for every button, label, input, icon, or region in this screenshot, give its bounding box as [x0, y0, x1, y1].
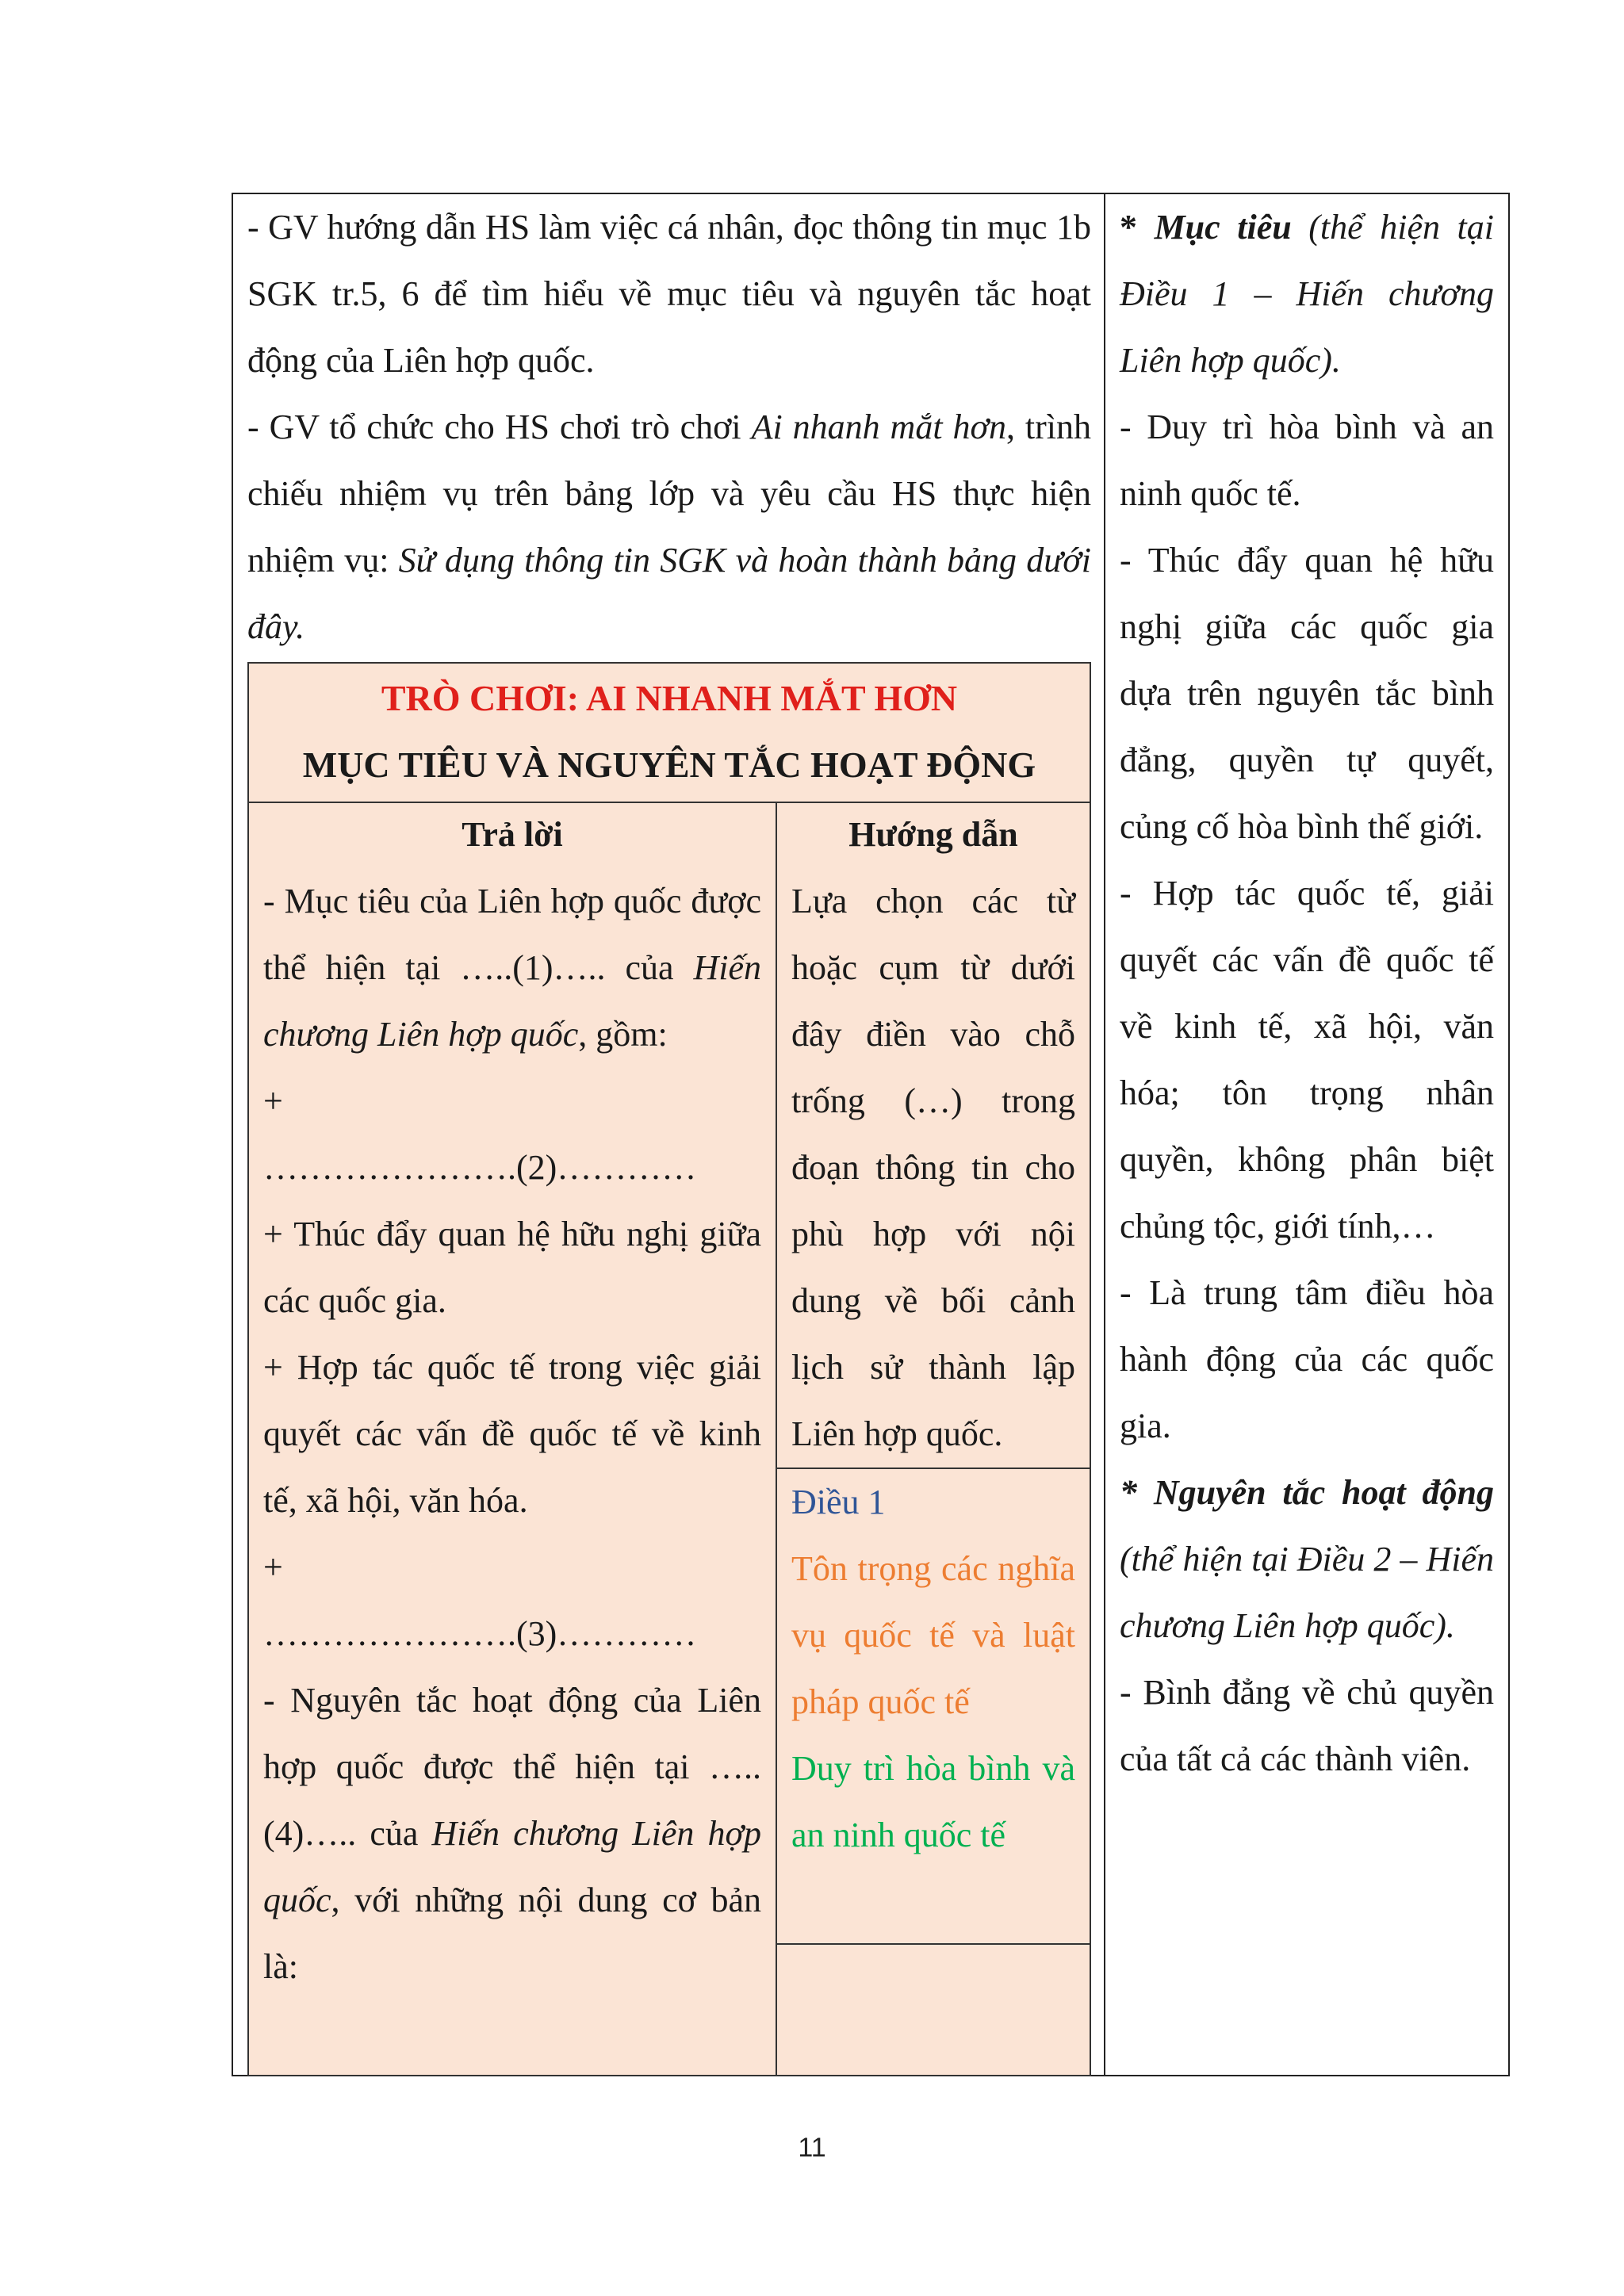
game-title: TRÒ CHƠI: AI NHANH MẮT HƠN: [381, 678, 958, 718]
answer-line: + Thúc đẩy quan hệ hữu nghị giữa các quốc gia.: [263, 1215, 761, 1320]
game-table: [247, 662, 1091, 2076]
blank-3: ………………….(3)…………: [263, 1614, 697, 1653]
option-respect-obligations: Tôn trọng các nghĩa vụ quốc tế và luật pháp quốc tế: [791, 1549, 1075, 1721]
teacher-activity-column: [233, 194, 1105, 2075]
options-cell: [777, 1469, 1090, 1945]
guide-cell: [777, 802, 1090, 1469]
principle-source: (thể hiện tại Điều 2 – Hiến chương Liên hợp quốc).: [1120, 1540, 1494, 1645]
guide-instruction: Lựa chọn các từ hoặc cụm từ dưới đây điền vào chỗ trống (…) trong đoạn thông tin cho phù hợp với nội dung về bối cảnh lịch sử thành lập Liên hợp quốc.: [791, 882, 1075, 1453]
answer-column: [249, 802, 777, 2075]
answer-line: [263, 868, 761, 1068]
empty-cell: [777, 1945, 1090, 2075]
activity-text: - GV tổ chức cho HS chơi trò chơi: [247, 408, 752, 446]
product-text: [1120, 194, 1494, 1793]
lesson-table: [232, 193, 1510, 2076]
principle-item: - Bình đẳng về chủ quyền của tất cả các thành viên.: [1120, 1673, 1494, 1778]
objective-item: - Hợp tác quốc tế, giải quyết các vấn đề quốc tế về kinh tế, xã hội, văn hóa; tôn trọng nhân quyền, không phân biệt chủng tộc, giới tính,…: [1120, 874, 1494, 1246]
activity-text: , trình chiếu nhiệm vụ trên bảng lớp và yêu cầu HS thực hiện nhiệm vụ:: [247, 408, 1091, 580]
objective-heading: [1120, 194, 1494, 394]
game-subtitle: MỤC TIÊU VÀ NGUYÊN TẮC HOẠT ĐỘNG: [302, 744, 1036, 785]
answer-line: + Hợp tác quốc tế trong việc giải quyết các vấn đề quốc tế về kinh tế, xã hội, văn hóa.: [263, 1348, 761, 1520]
principle-label: * Nguyên tắc hoạt động: [1120, 1473, 1494, 1512]
bullet-star: *: [1120, 208, 1155, 247]
option-dieu-1: Điều 1: [791, 1483, 886, 1521]
principle-heading: [1120, 1460, 1494, 1659]
answer-line: +: [263, 1081, 283, 1120]
answer-text-part: , với những nội dung cơ bản là:: [263, 1881, 761, 1986]
answer-line: [263, 1667, 761, 2000]
game-header: [249, 664, 1090, 803]
charter-name: Hiến chương Liên hợp quốc: [263, 1814, 761, 1919]
objective-item: - Là trung tâm điều hòa hành động của các quốc gia.: [1120, 1273, 1494, 1445]
objective-item: - Duy trì hòa bình và an ninh quốc tế.: [1120, 408, 1494, 513]
teacher-activity-text: [247, 194, 1091, 660]
option-maintain-peace: Duy trì hòa bình và an ninh quốc tế: [791, 1749, 1075, 1854]
page-number: 11: [798, 2133, 826, 2163]
objective-item: - Thúc đẩy quan hệ hữu nghị giữa các quốc gia dựa trên nguyên tắc bình đẳng, quyền tự quyết, củng cố hòa bình thế giới.: [1120, 541, 1494, 846]
answer-text-part: , gồm:: [578, 1015, 668, 1054]
product-column: [1105, 194, 1508, 2075]
charter-name: Hiến chương Liên hợp quốc: [263, 948, 761, 1054]
activity-paragraph-1: - GV hướng dẫn HS làm việc cá nhân, đọc thông tin mục 1b SGK tr.5, 6 để tìm hiểu về mục tiêu và nguyên tắc hoạt động của Liên hợp quốc.: [247, 208, 1091, 380]
answer-text-part: - Mục tiêu của Liên hợp quốc được thể hiện tại …..(1)….. của: [263, 882, 761, 987]
options-text: [777, 1469, 1090, 1869]
answer-text-part: - Nguyên tắc hoạt động của Liên hợp quốc được thể hiện tại …..(4)….. của: [263, 1681, 761, 1853]
answer-text: [263, 802, 761, 2000]
task-text: Sử dụng thông tin SGK và hoàn thành bảng dưới đây.: [247, 541, 1091, 646]
game-name: Ai nhanh mắt hơn: [751, 408, 1006, 446]
guide-column: [777, 802, 1090, 2075]
objective-label: Mục tiêu: [1154, 208, 1292, 247]
activity-paragraph-2: [247, 394, 1091, 660]
objective-source: (thể hiện tại Điều 1 – Hiến chương Liên hợp quốc).: [1120, 208, 1494, 380]
answer-line: +: [263, 1548, 283, 1586]
guide-header: Hướng dẫn: [848, 815, 1018, 854]
blank-2: ………………….(2)…………: [263, 1148, 697, 1187]
answer-header: Trả lời: [462, 815, 563, 854]
guide-text: [777, 802, 1090, 1468]
